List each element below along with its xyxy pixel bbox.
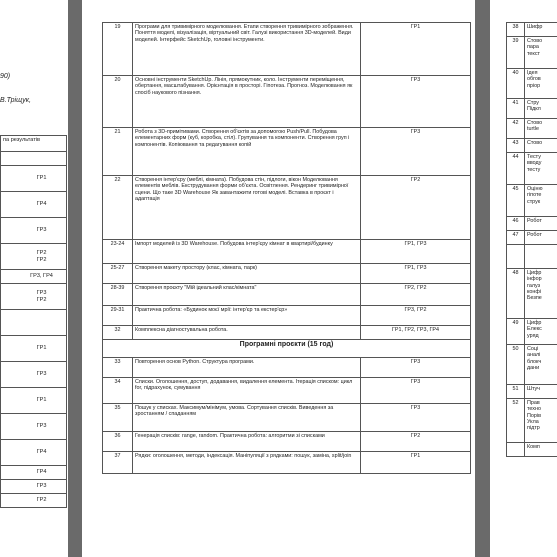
lesson-topic: Цифр інфор галуз конфі Безпе [525,269,557,319]
table-row [507,37,557,69]
lesson-number: 52 [507,399,525,443]
lesson-number: 43 [507,139,525,153]
column-header: па результатів [1,136,67,152]
lesson-topic: Рядки: оголошення, методи, індексація. Маніпуляції з рядками: пошук, заміна, split/join [133,452,361,474]
result-group: ГР3, ГР4 [1,270,67,284]
section-title: Програмні проєкти (15 год) [103,340,471,358]
lesson-topic: Списки. Оголошення, доступ, додавання, видалення елемента. Ітерація списком: цикл for, підрахунок, сумування [133,378,361,404]
lesson-number: 45 [507,185,525,217]
result-group: ГР1, ГР3 [361,240,471,264]
lesson-number: 37 [103,452,133,474]
lesson-number: 23-24 [103,240,133,264]
lesson-topic: Створення проєкту "Мій ідеальний клас/кімната" [133,284,361,306]
lesson-number: 36 [103,432,133,452]
lesson-topic: Соці аналі блокч дани [525,345,557,385]
table-row [507,99,557,119]
lesson-number: 48 [507,269,525,319]
result-group: ГР3 [361,128,471,176]
table-row [103,284,471,306]
result-group: ГР1, ГР2, ГР3, ГР4 [361,326,471,340]
lesson-topic: Штуч [525,385,557,399]
lesson-number: 51 [507,385,525,399]
lesson-topic: Прав техно Порів Укла підтр [525,399,557,443]
result-group [1,310,67,336]
table-row [507,399,557,443]
lesson-topic: Стово turtle [525,119,557,139]
lesson-topic: Комп [525,443,557,457]
lesson-number: 42 [507,119,525,139]
table-row [103,76,471,128]
lesson-topic: Програми для тривимірного моделювання. Етапи створення тривимірного зображення. Поняття моделі, візуалізація, віртуальний світ. Галузі використання 3D-моделей. Види моделей. Інтерфейс SketchUp, головні інструменти. [133,23,361,76]
lesson-number: 28-39 [103,284,133,306]
lesson-topic: Імпорт моделей із 3D Warehouse. Побудова інтер'єру кімнат в квартирі/будинку [133,240,361,264]
left-text-fragment: 90) [0,73,11,80]
lesson-topic: Створення інтер'єру (меблі, кімната). Побудова стін, підлоги, вікон Моделювання елементів меблів. Екструдування форми об'єкта. Освітлення. Рендеринг тривимірної сцени. Що таке 3D Warehouse Як завантажити готові моделі. Вставка в проєкт і адаптація [133,176,361,240]
lesson-topic: Робота з 3D-примітивами. Створення об'єктів за допомогою Push/Pull. Побудова елементарних форм (куб, коробка, стіл). Групування та компоненти. Створення груп і компонентів. Копіювання та редагування копій [133,128,361,176]
result-group: ГР3 [1,480,67,494]
lesson-number: 38 [507,23,525,37]
result-group: ГР2 ГР2 [1,244,67,270]
table-row [507,443,557,457]
table-row [103,176,471,240]
result-group: ГР3 [1,218,67,244]
lesson-number: 39 [507,37,525,69]
table-row [507,345,557,385]
lesson-number: 41 [507,99,525,119]
lesson-number: 29-31 [103,306,133,326]
table-row [103,358,471,378]
lesson-number: 50 [507,345,525,385]
lesson-topic: Робот [525,217,557,231]
table-row [0,218,67,244]
result-group: ГР1 [1,166,67,192]
lesson-topic: Оціню гіпоте струк [525,185,557,217]
table-row [103,306,471,326]
table-header-row [0,136,67,152]
result-group: ГР1 [1,388,67,414]
result-group: ГР1 [361,23,471,76]
lesson-number: 34 [103,378,133,404]
result-group: ГР4 [1,466,67,480]
lesson-number: 47 [507,231,525,245]
table-row [103,240,471,264]
table-row [507,153,557,185]
table-row [0,270,67,284]
table-row [103,264,471,284]
table-row [103,128,471,176]
table-row [507,185,557,217]
lesson-topic: Практична робота: «Будинок моєї мрії: інтер'єр та екстер'єр» [133,306,361,326]
result-group: ГР2 [361,176,471,240]
table-row [0,414,67,440]
lesson-number: 22 [103,176,133,240]
table-row [507,319,557,345]
result-group: ГР2 [361,432,471,452]
table-row [507,23,557,37]
result-group: ГР3 [361,358,471,378]
result-group [1,152,67,166]
section-row [103,340,471,358]
result-group: ГР3 [1,362,67,388]
table-row [507,385,557,399]
lesson-topic: Стру Підкл [525,99,557,119]
lesson-number: 49 [507,319,525,345]
lesson-topic: Цифр Елекс уряд [525,319,557,345]
table-row [0,480,67,494]
lesson-number: 21 [103,128,133,176]
lesson-number: 19 [103,23,133,76]
lesson-topic: Тесту вводу тесту [525,153,557,185]
result-group: ГР1 [1,336,67,362]
table-row [0,284,67,310]
result-group: ГР1, ГР3 [361,264,471,284]
result-group: ГР4 [1,440,67,466]
lesson-topic: Стово [525,139,557,153]
table-row [507,245,557,269]
table-row [0,192,67,218]
table-row [0,466,67,480]
table-row [103,23,471,76]
lesson-topic: Ідея обгов пріор [525,69,557,99]
lesson-topic: Робот [525,231,557,245]
right-table [506,22,557,457]
right-document-page [490,0,557,557]
table-row [0,310,67,336]
table-row [507,231,557,245]
lesson-topic: Генерація списків: range, random. Практична робота: алгоритми зі списками [133,432,361,452]
lesson-number: 20 [103,76,133,128]
table-row [0,440,67,466]
result-group: ГР3 [361,378,471,404]
table-row [507,217,557,231]
lesson-topic: Шифр [525,23,557,37]
result-group: ГР3 [361,76,471,128]
table-row [103,452,471,474]
table-row [507,119,557,139]
table-row [0,152,67,166]
lesson-topic: Основні інструменти SketchUp. Лінія, прямокутник, коло. Інструменти переміщення, обертання, масштабування. Орієнтація в просторі. Гіпотеза. Прогноз. Моделювання як спосіб наукового пізнання. [133,76,361,128]
result-group: ГР3, ГР2 [361,306,471,326]
center-document-page [82,0,475,557]
lesson-topic: Стово пара текст [525,37,557,69]
result-group: ГР3 [1,414,67,440]
result-group: ГР2, ГР2 [361,284,471,306]
table-row [0,244,67,270]
table-row [103,326,471,340]
table-row [507,269,557,319]
result-group: ГР3 [361,404,471,432]
lesson-number: 32 [103,326,133,340]
table-row [0,336,67,362]
lesson-number: 40 [507,69,525,99]
table-row [103,432,471,452]
lesson-number: 35 [103,404,133,432]
lesson-number: 33 [103,358,133,378]
lesson-number: 44 [507,153,525,185]
table-row [0,388,67,414]
lesson-topic: Повторення основ Python. Структура програми. [133,358,361,378]
table-row [0,494,67,508]
curriculum-table [102,22,471,474]
result-group: ГР3 ГР2 [1,284,67,310]
result-group: ГР4 [1,192,67,218]
lesson-topic: Створення макету простору (клас, кімната, парк) [133,264,361,284]
result-group: ГР1 [361,452,471,474]
left-document-page [0,0,68,557]
left-table [0,135,67,508]
result-group: ГР2 [1,494,67,508]
table-row [507,69,557,99]
lesson-number [507,245,525,269]
table-row [0,362,67,388]
table-row [103,378,471,404]
table-row [507,139,557,153]
lesson-number [507,443,525,457]
table-row [0,166,67,192]
table-row [103,404,471,432]
lesson-topic: Комплексна діагностувальна робота. [133,326,361,340]
lesson-number: 46 [507,217,525,231]
lesson-topic [525,245,557,269]
left-text-fragment: В.Тріщук, [0,97,31,104]
lesson-topic: Пошук у списках. Максимум/мінімум, умова. Сортування списків. Виведення за зростанням / спаданням [133,404,361,432]
lesson-number: 25-27 [103,264,133,284]
